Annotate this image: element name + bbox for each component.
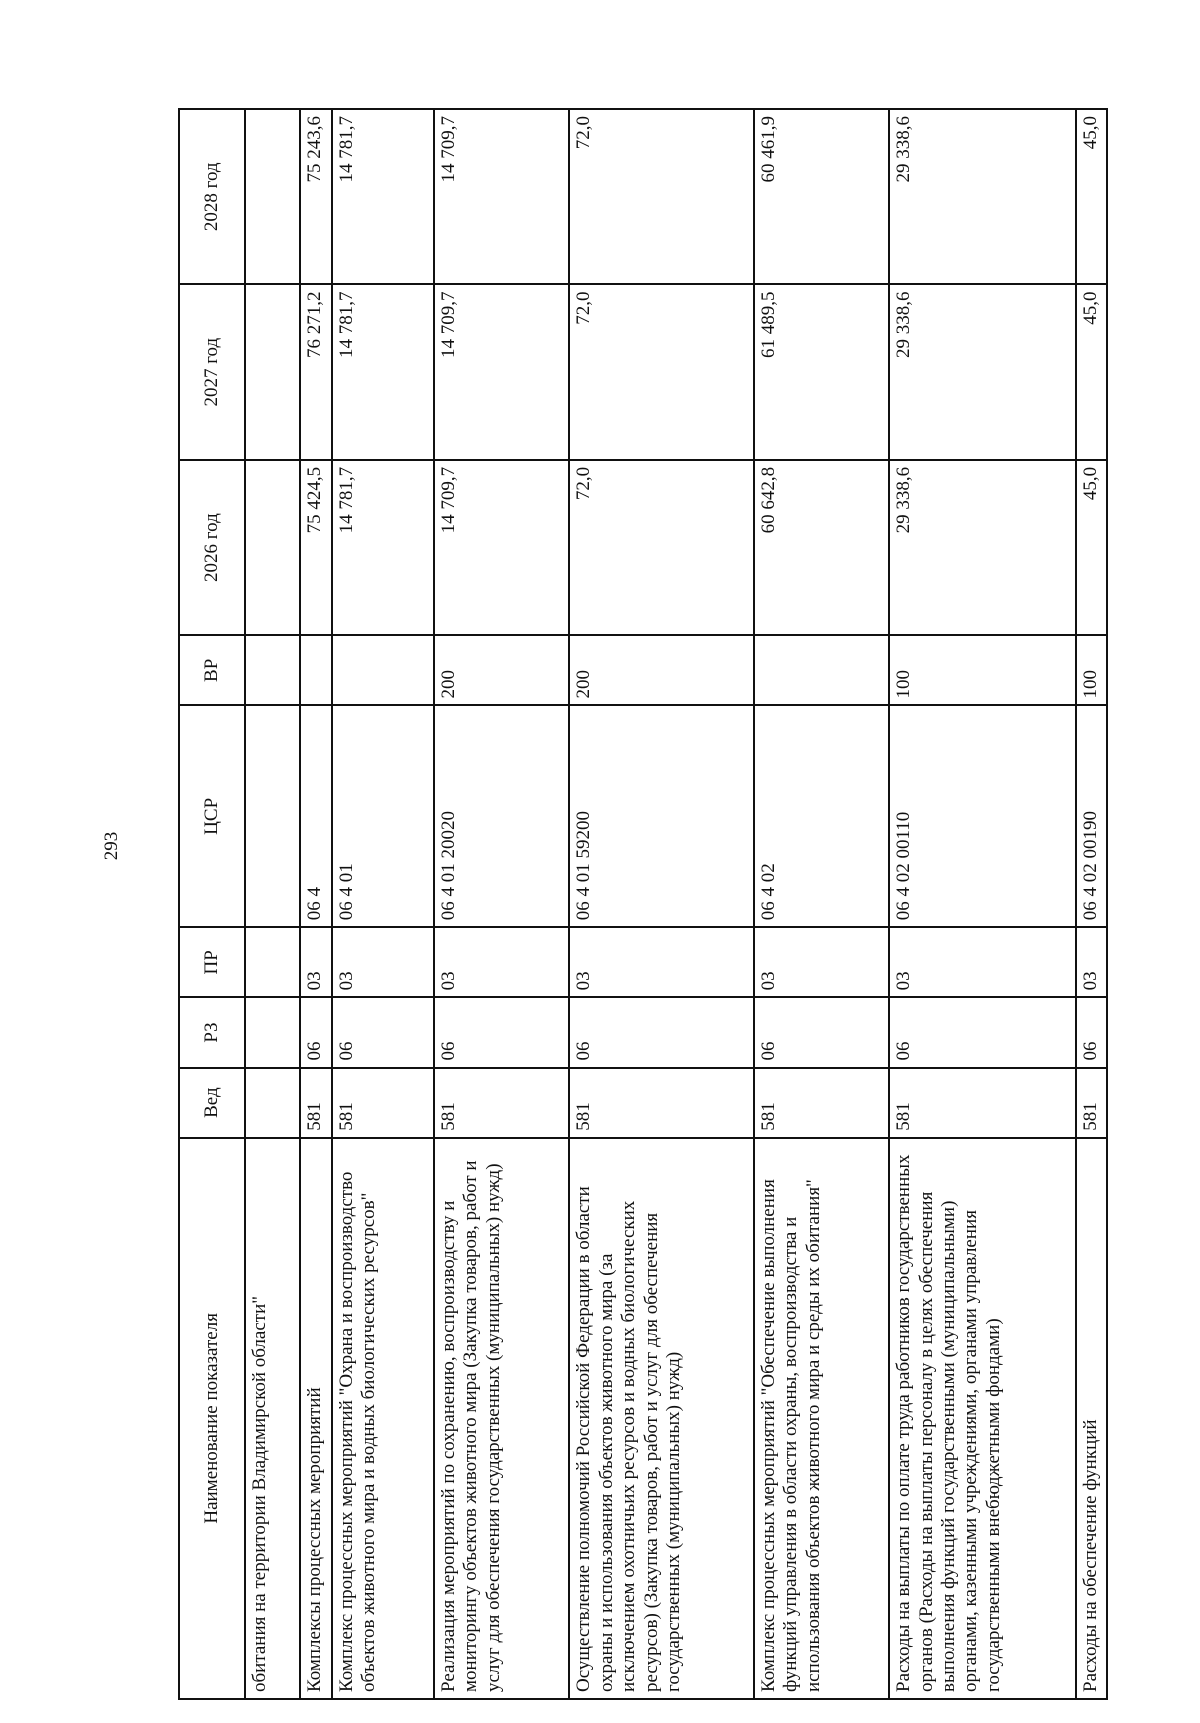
cell-2026: 14 709,7: [434, 460, 569, 635]
cell-2028: 60 461,9: [754, 109, 889, 284]
cell-rz: 06: [434, 997, 569, 1067]
cell-vr: 200: [569, 635, 754, 705]
header-name: Наименование показателя: [179, 1138, 245, 1699]
table-row: [332, 109, 435, 1699]
cell-2026: 60 642,8: [754, 460, 889, 635]
header-rz: РЗ: [179, 997, 245, 1067]
cell-pr: 03: [754, 927, 889, 997]
cell-2028: 45,0: [1076, 109, 1107, 284]
cell-pr: 03: [569, 927, 754, 997]
cell-name: Комплексы процессных мероприятий: [300, 1138, 331, 1699]
cell-2028: 29 338,6: [889, 109, 1076, 284]
page-number: 293: [101, 831, 122, 861]
cell-vr: 100: [1076, 635, 1107, 705]
cell-rz: 06: [332, 997, 435, 1067]
cell-csr: 06 4 02: [754, 705, 889, 927]
cell-2027: 29 338,6: [889, 284, 1076, 459]
cell-name: Комплекс процессных мероприятий "Обеспечение выполнения функций управления в области охраны, воспроизводства и использования объектов животного мира и среды их обитания": [754, 1138, 889, 1699]
header-pr: ПР: [179, 927, 245, 997]
cell-vr: 200: [434, 635, 569, 705]
cell-2026: [245, 460, 300, 635]
cell-vr: [300, 635, 331, 705]
cell-2027: 45,0: [1076, 284, 1107, 459]
cell-csr: 06 4: [300, 705, 331, 927]
cell-pr: 03: [434, 927, 569, 997]
cell-2026: 72,0: [569, 460, 754, 635]
cell-name: Расходы на обеспечение функций: [1076, 1138, 1107, 1699]
cell-2027: 14 709,7: [434, 284, 569, 459]
header-csr: ЦСР: [179, 705, 245, 927]
cell-name: Осуществление полномочий Российской Федерации в области охраны и использования объектов животного мира (за исключением охотничьих ресурсов и водных биологических ресурсов) (Закупка товаров, работ и услуг для обеспечения государственных (муниципальных) нужд): [569, 1138, 754, 1699]
header-2028: 2028 год: [179, 109, 245, 284]
cell-pr: [245, 927, 300, 997]
cell-csr: [245, 705, 300, 927]
cell-name: Комплекс процессных мероприятий "Охрана и воспроизводство объектов животного мира и водных биологических ресурсов": [332, 1138, 435, 1699]
cell-vr: 100: [889, 635, 1076, 705]
cell-2028: [245, 109, 300, 284]
cell-csr: 06 4 02 00110: [889, 705, 1076, 927]
header-vr: ВР: [179, 635, 245, 705]
cell-name: Расходы на выплаты по оплате труда работников государственных органов (Расходы на выплаты персоналу в целях обеспечения выполнения функций государственными (муниципальными) органами, казенными учреждениями, органами управления государственными внебюджетными фондами): [889, 1138, 1076, 1699]
table-row: [300, 109, 331, 1699]
cell-2026: 29 338,6: [889, 460, 1076, 635]
budget-table: [178, 108, 1108, 1700]
table-row: [245, 109, 300, 1699]
cell-ved: 581: [754, 1068, 889, 1138]
cell-rz: 06: [569, 997, 754, 1067]
table-row: [569, 109, 754, 1699]
table-header-row: [179, 109, 245, 1699]
cell-pr: 03: [300, 927, 331, 997]
cell-2027: 61 489,5: [754, 284, 889, 459]
cell-rz: 06: [754, 997, 889, 1067]
header-ved: Вед: [179, 1068, 245, 1138]
cell-pr: 03: [332, 927, 435, 997]
cell-pr: 03: [1076, 927, 1107, 997]
header-2026: 2026 год: [179, 460, 245, 635]
cell-2027: 72,0: [569, 284, 754, 459]
cell-ved: 581: [300, 1068, 331, 1138]
cell-name: Реализация мероприятий по сохранению, воспроизводству и мониторингу объектов животного мира (Закупка товаров, работ и услуг для обеспечения государственных (муниципальных) нужд): [434, 1138, 569, 1699]
cell-rz: 06: [300, 997, 331, 1067]
cell-2026: 45,0: [1076, 460, 1107, 635]
cell-rz: 06: [889, 997, 1076, 1067]
cell-csr: 06 4 01 20020: [434, 705, 569, 927]
cell-2026: 75 424,5: [300, 460, 331, 635]
cell-ved: 581: [332, 1068, 435, 1138]
cell-pr: 03: [889, 927, 1076, 997]
rotated-table-container: [178, 108, 1108, 1700]
cell-ved: [245, 1068, 300, 1138]
cell-csr: 06 4 02 00190: [1076, 705, 1107, 927]
table-row: [1076, 109, 1107, 1699]
cell-rz: 06: [1076, 997, 1107, 1067]
cell-2027: 76 271,2: [300, 284, 331, 459]
cell-2027: [245, 284, 300, 459]
cell-ved: 581: [889, 1068, 1076, 1138]
cell-rz: [245, 997, 300, 1067]
cell-2028: 14 709,7: [434, 109, 569, 284]
table-row: [889, 109, 1076, 1699]
cell-vr: [332, 635, 435, 705]
table-row: [754, 109, 889, 1699]
cell-2028: 72,0: [569, 109, 754, 284]
cell-csr: 06 4 01 59200: [569, 705, 754, 927]
cell-2026: 14 781,7: [332, 460, 435, 635]
cell-2028: 14 781,7: [332, 109, 435, 284]
header-2027: 2027 год: [179, 284, 245, 459]
cell-2028: 75 243,6: [300, 109, 331, 284]
cell-name: обитания на территории Владимирской области": [245, 1138, 300, 1699]
table-row: [434, 109, 569, 1699]
cell-vr: [754, 635, 889, 705]
cell-ved: 581: [569, 1068, 754, 1138]
cell-ved: 581: [1076, 1068, 1107, 1138]
cell-csr: 06 4 01: [332, 705, 435, 927]
cell-vr: [245, 635, 300, 705]
cell-2027: 14 781,7: [332, 284, 435, 459]
cell-ved: 581: [434, 1068, 569, 1138]
